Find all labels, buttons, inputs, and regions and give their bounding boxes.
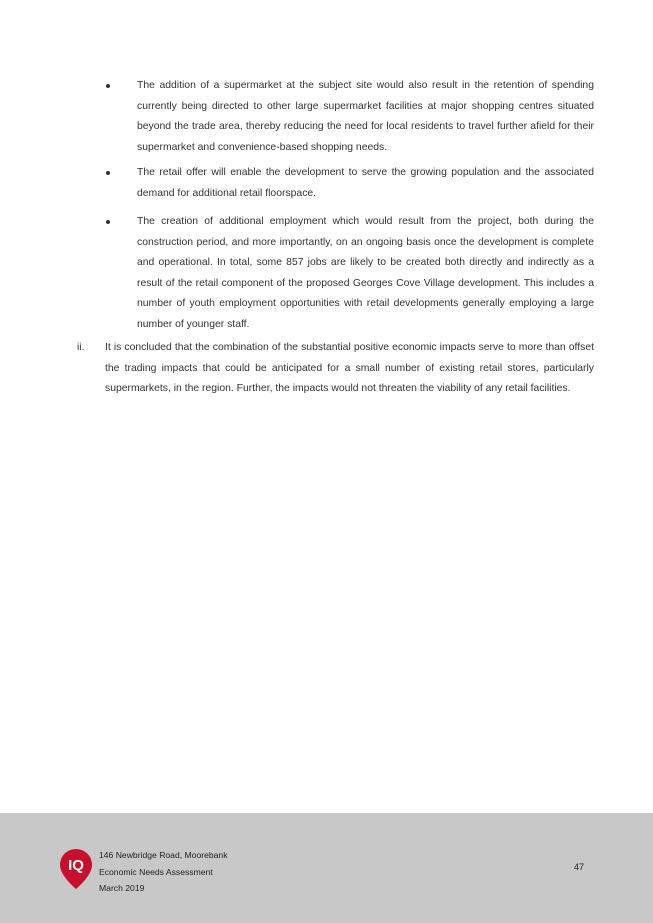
bullet-item: The addition of a supermarket at the subject site would also result in the retention of spending currently being directed to other large supermarket facilities at major shopping centres situated beyond the trade area, thereby reducing the need for local residents to travel further afield for their supermarket and convenience-based shopping needs.: [137, 80, 594, 153]
numbered-paragraph: It is concluded that the combination of the substantial positive economic impacts serve to more than offset the trading impacts that could be anticipated for a small number of existing retail stores, particularly supermarkets, in the region. Further, the impacts would not threaten the viability of any retail facilities.: [105, 342, 594, 394]
page-footer: [0, 813, 653, 923]
list-number: ii.: [77, 342, 85, 353]
iq-logo-icon: [60, 849, 92, 889]
bullet-item: The retail offer will enable the development to serve the growing population and the associated demand for additional retail floorspace.: [137, 167, 594, 199]
bullet-marker: [106, 212, 112, 218]
footer-info: [99, 847, 228, 897]
logo-text: IQ: [68, 857, 84, 874]
footer-report-title: Economic Needs Assessment: [99, 866, 213, 877]
bullet-marker: [106, 163, 112, 169]
bullet-marker: [106, 76, 112, 82]
page-number: 47: [574, 862, 585, 872]
bullet-item: The creation of additional employment which would result from the project, both during the construction period, and more importantly, on an ongoing basis once the development is complete and operational. In total, some 857 jobs are likely to be created both directly and indirectly as a result of the retail component of the proposed Georges Cove Village development. This includes a number of youth employment opportunities with retail developments generally employing a large number of younger staff.: [137, 216, 594, 330]
footer-address: 146 Newbridge Road, Moorebank: [99, 850, 228, 860]
footer-date: March 2019: [99, 883, 145, 893]
